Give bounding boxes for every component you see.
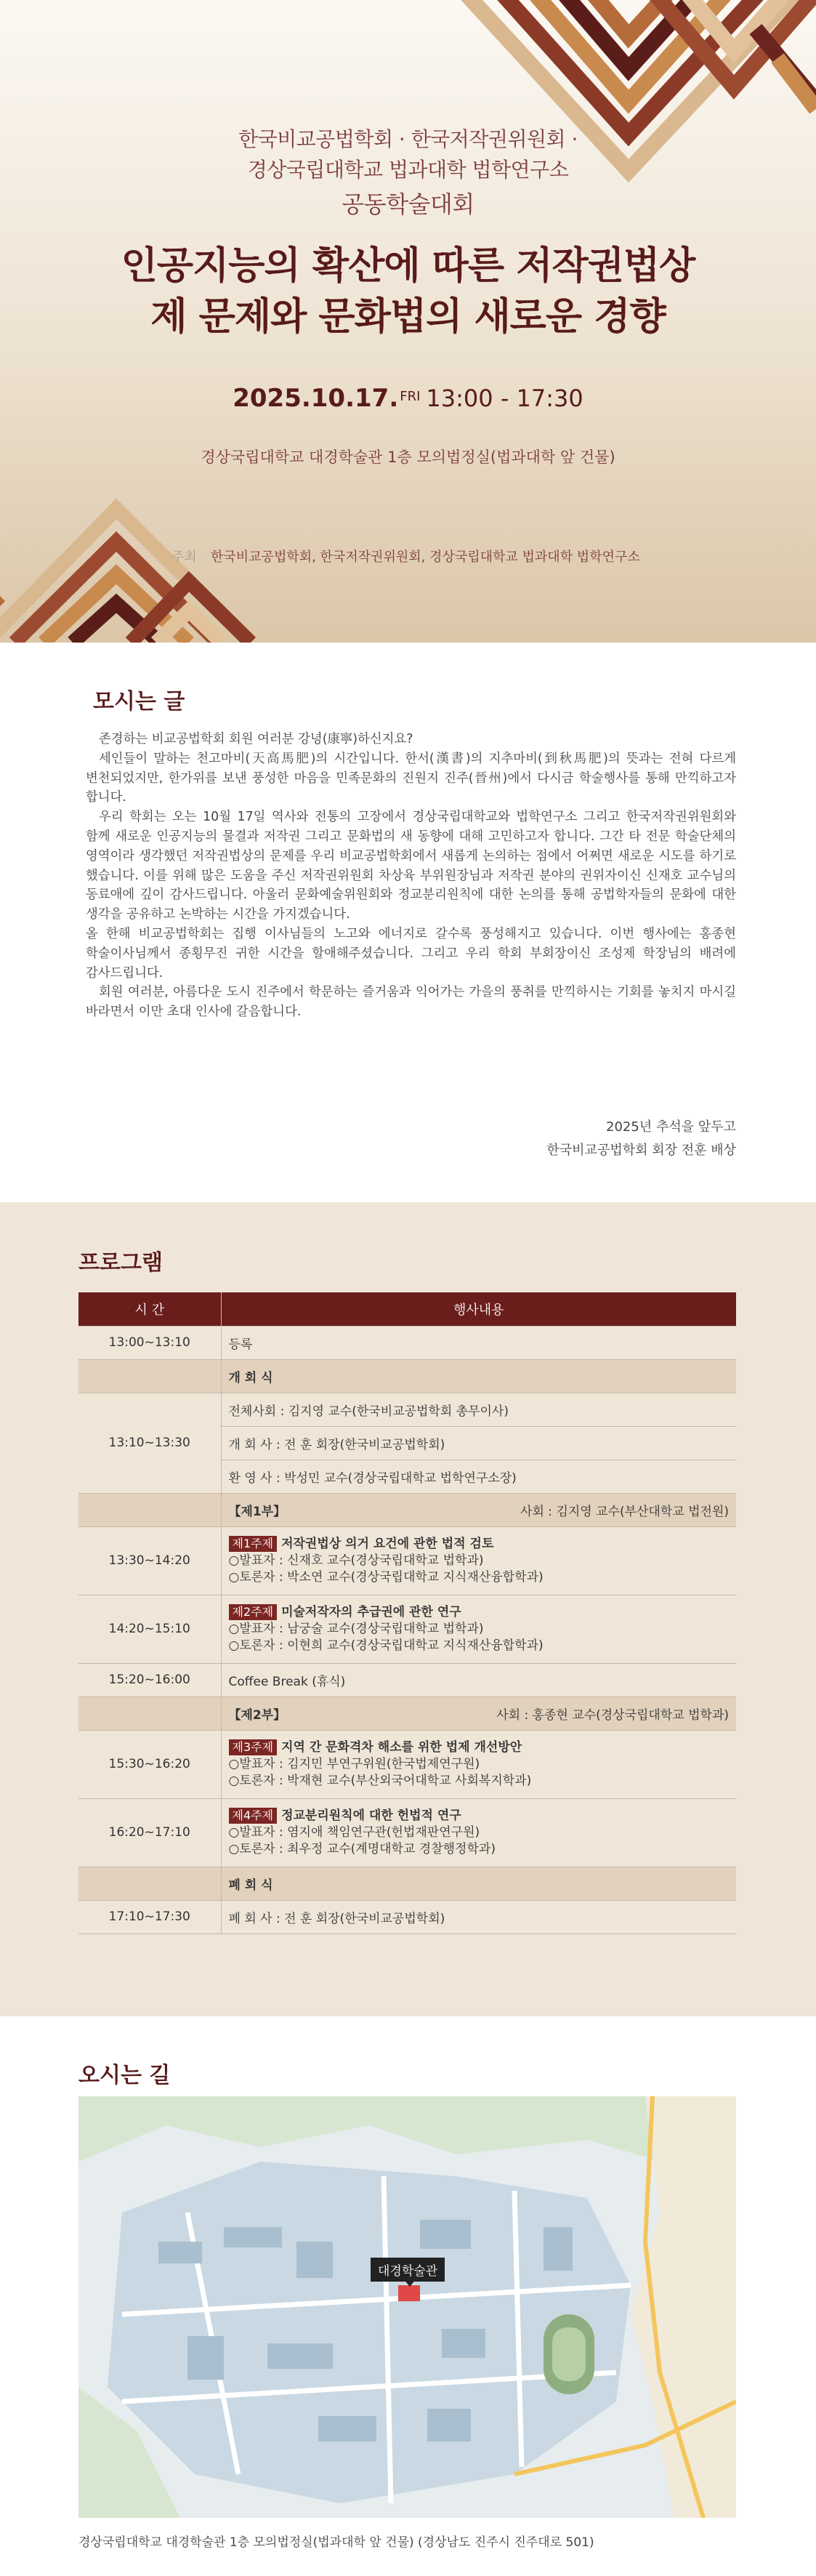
table-row: [78, 1393, 736, 1426]
topic-tag: 제3주제: [229, 1739, 278, 1755]
organizer-line-2: 경상국립대학교 법과대학 법학연구소: [247, 158, 569, 182]
program-title: 프로그램: [78, 1250, 163, 1276]
welcome-title: 모시는 글: [93, 689, 185, 715]
table-row: [78, 1730, 736, 1798]
opening-ceremony: 개 회 식: [221, 1359, 736, 1393]
presenter: ○발표자 : 남궁술 교수(경상국립대학교 법학과): [228, 1621, 484, 1636]
topic-title: 미술저작자의 추급권에 관한 연구: [281, 1604, 461, 1619]
topic-2: [221, 1595, 736, 1663]
welcome-paragraph: 존경하는 비교공법학회 회원 여러분 강녕(康寧)하신지요?: [99, 732, 413, 746]
topic-tag: 제4주제: [229, 1808, 278, 1824]
map-marker-label: 대경학술관: [371, 2258, 445, 2282]
event-date: 2025.10.17.: [233, 384, 399, 413]
table-row: [78, 1326, 736, 1359]
row-time: 14:20~15:10: [78, 1595, 221, 1663]
closing-ceremony: 폐 회 식: [221, 1867, 736, 1900]
table-row: [78, 1663, 736, 1696]
table-row: [78, 1359, 736, 1393]
part-1-chair: 사회 : 김지영 교수(부산대학교 법전원): [520, 1504, 729, 1519]
discussant: ○토론자 : 박소연 교수(경상국립대학교 지식재산융합학과): [228, 1569, 544, 1585]
welcome-speech: 환 영 사 : 박성민 교수(경상국립대학교 법학연구소장): [221, 1460, 736, 1493]
welcome-body: [86, 730, 736, 1022]
row-time: 17:10~17:30: [78, 1900, 221, 1933]
discussant: ○토론자 : 박재현 교수(부산외국어대학교 사회복지학과): [228, 1773, 532, 1788]
table-row: [78, 1526, 736, 1595]
welcome-paragraph: 우리 학회는 오는 10월 17일 역사와 전통의 고장에서 경상국립대학교와 법학연구소 그리고 한국저작권위원회와 함께 새로운 인공지능의 물결과 저작권 그리고 문화법의 새 동향에 대해 고민하고자 합니다. 그간 타 전문 학술단체의 영역이라 생각했던 저작권법상의 문제를 우리 비교공법학회에서 새롭게 논의하는 점에서 어쩌면 새로운 시도를 하기로 했습니다. 이를 위해 많은 도움을 주신 저작권위원회 차상육 부위원장님과 저작권 분야의 권위자이신 신재호 교수님의 동료애에 깊이 감사드립니다. 아울러 문화예술위원회와 정교분리원칙에 대한 논의를 통해 공법학자들의 문화에 대한 생각을 공유하고 논박하는 시간을 가지겠습니다.: [86, 810, 736, 922]
welcome-paragraph: 회원 여러분, 아름다운 도시 진주에서 학문하는 즐거움과 익어가는 가을의 풍취를 만끽하시는 기회를 놓치지 마시길 바라면서 이만 초대 인사에 갈음합니다.: [86, 985, 736, 1020]
topic-title: 지역 간 문화격차 해소를 위한 법제 개선방안: [281, 1739, 522, 1755]
welcome-paragraph: 올 한해 비교공법학회는 집행 이사님들의 노고와 에너지로 갈수록 풍성해지고 있습니다. 이번 행사에는 홍종현 학술이사님께서 종횡무진 귀한 시간을 할애해주셨습니다. 그리고 우리 학회 부회장이신 조성제 학장님의 배려에 감사드립니다.: [86, 926, 736, 981]
host-organizations: 한국비교공법학회, 한국저작권위원회, 경상국립대학교 법과대학 법학연구소: [211, 550, 640, 565]
table-row: [78, 1595, 736, 1663]
map-caption: 경상국립대학교 대경학술관 1층 모의법정실(법과대학 앞 건물) (경상남도 진주시 진주대로 501): [78, 2535, 594, 2550]
campus-map[interactable]: [78, 2096, 736, 2518]
table-row: [78, 1696, 736, 1730]
row-time: 15:30~16:20: [78, 1730, 221, 1798]
row-time: 13:30~14:20: [78, 1526, 221, 1595]
master-of-ceremonies: 전체사회 : 김지영 교수(한국비교공법학회 총무이사): [221, 1393, 736, 1426]
event-weekday: FRI: [400, 389, 421, 404]
topic-3: [221, 1730, 736, 1798]
header-time: 시 간: [78, 1292, 221, 1326]
part-2-label: 【제2부】: [228, 1707, 286, 1723]
event-time: 13:00 - 17:30: [426, 385, 583, 412]
map-graphic: [78, 2096, 736, 2518]
closing-speech: 폐 회 사 : 전 훈 회장(한국비교공법학회): [221, 1900, 736, 1933]
signature-date: 2025년 추석을 앞두고: [606, 1119, 736, 1135]
discussant: ○토론자 : 이현희 교수(경상국립대학교 지식재산융합학과): [228, 1638, 544, 1653]
host-label: 주최: [171, 550, 197, 565]
bottom-left-chevrons: [0, 509, 251, 643]
row-time: 16:20~17:10: [78, 1798, 221, 1867]
table-header: [78, 1292, 736, 1326]
topic-4: [221, 1798, 736, 1867]
opening-speech: 개 회 사 : 전 훈 회장(한국비교공법학회): [221, 1426, 736, 1460]
main-title-line-1: 인공지능의 확산에 따른 저작권법상: [121, 244, 695, 288]
topic-tag: 제2주제: [229, 1604, 278, 1620]
signature-name: 한국비교공법학회 회장 전훈 배상: [546, 1143, 736, 1158]
table-row: [78, 1798, 736, 1867]
part-2-header: [221, 1696, 736, 1730]
discussant: ○토론자 : 최우정 교수(계명대학교 경찰행정학과): [228, 1841, 496, 1856]
event-datetime: [0, 384, 816, 413]
topic-title: 정교분리원칙에 대한 헌법적 연구: [281, 1808, 461, 1823]
row-time: 13:00~13:10: [78, 1326, 221, 1359]
table-row: [78, 1900, 736, 1933]
program-table: [78, 1292, 736, 1934]
hero-banner: [0, 0, 816, 643]
part-1-header: [221, 1493, 736, 1526]
row-time: 13:10~13:30: [78, 1393, 221, 1493]
row-content: 등록: [221, 1326, 736, 1359]
topic-tag: 제1주제: [229, 1536, 278, 1552]
map-marker-pointer-icon: [404, 2279, 416, 2287]
header-content: 행사내용: [221, 1292, 736, 1326]
presenter: ○발표자 : 염지애 책임연구관(헌법재판연구원): [228, 1824, 480, 1840]
part-1-label: 【제1부】: [228, 1504, 286, 1519]
presenter: ○발표자 : 신재호 교수(경상국립대학교 법학과): [228, 1553, 484, 1568]
directions-title: 오시는 길: [78, 2063, 171, 2088]
organizer-line-3: 공동학술대회: [342, 190, 474, 218]
topic-title: 저작권법상 의거 요건에 관한 법적 검토: [281, 1536, 494, 1551]
topic-1: [221, 1526, 736, 1595]
presenter: ○발표자 : 김지민 부연구위원(한국법제연구원): [228, 1756, 480, 1771]
row-time: 15:20~16:00: [78, 1663, 221, 1696]
organizer-line-1: 한국비교공법학회 · 한국저작권위원회 ·: [238, 127, 578, 151]
main-title-line-2: 제 문제와 문화법의 새로운 경향: [150, 295, 666, 339]
table-row: [78, 1493, 736, 1526]
table-row: [78, 1867, 736, 1900]
event-venue: 경상국립대학교 대경학술관 1층 모의법정실(법과대학 앞 건물): [201, 448, 615, 466]
part-2-chair: 사회 : 홍종현 교수(경상국립대학교 법학과): [496, 1707, 729, 1723]
welcome-paragraph: 세인들이 말하는 천고마비(天高馬肥)의 시간입니다. 한서(漢書)의 지추마비(到秋馬肥)의 뜻과는 전혀 다르게 변천되었지만, 한가위를 보낸 풍성한 마음을 민족문화의 진원지 진주(晉州)에서 다시금 학술행사를 통해 만끽하고자 합니다.: [86, 751, 736, 805]
coffee-break: Coffee Break (휴식): [221, 1663, 736, 1696]
